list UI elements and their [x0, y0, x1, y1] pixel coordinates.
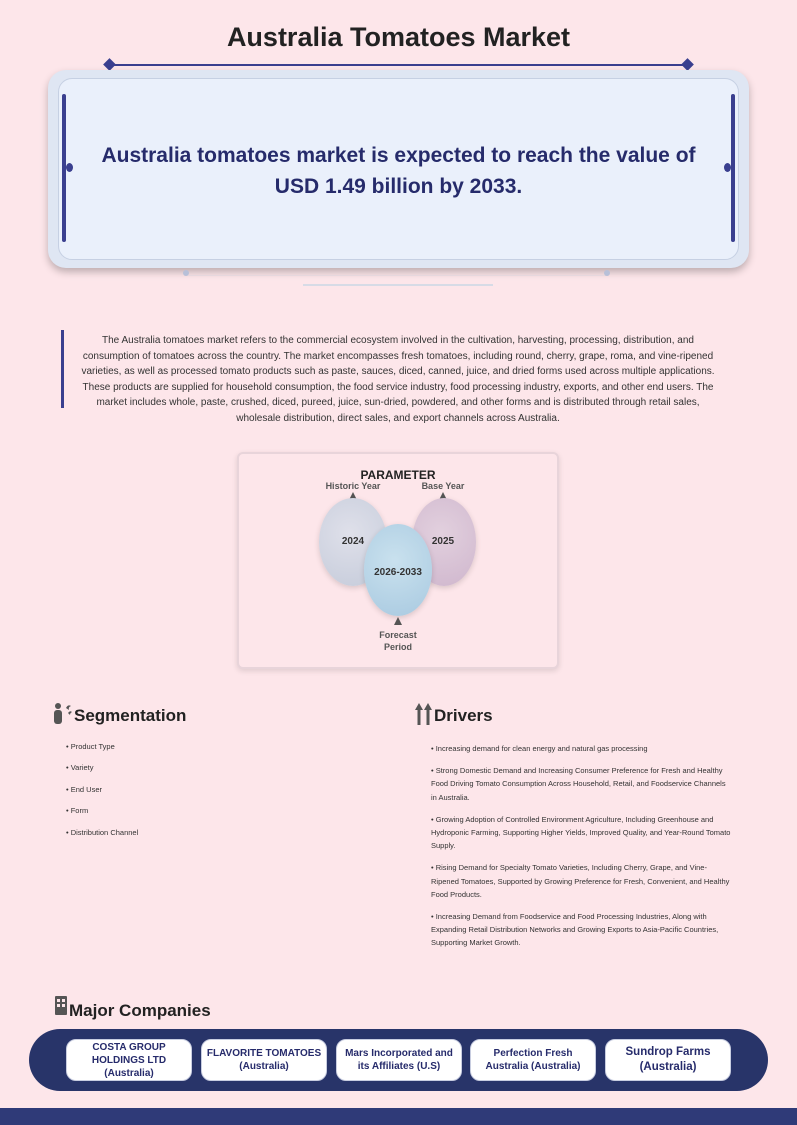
segmentation-list: [66, 742, 138, 849]
list-item-text: End User: [70, 784, 102, 794]
segmentation-title: Segmentation: [74, 706, 187, 725]
list-item-text: Form: [70, 806, 89, 816]
list-item-text: Variety: [70, 763, 94, 773]
bullet-icon: •: [431, 912, 436, 922]
list-item-text: Product Type: [70, 742, 115, 751]
company-card: Perfection Fresh Australia (Australia): [470, 1039, 596, 1081]
growth-arrows-icon: [414, 701, 434, 726]
list-item: [431, 910, 731, 950]
hero-text: Australia tomatoes market is expected to reach the value of USD 1.49 billion by 2033.: [101, 144, 696, 198]
bullet-icon: •: [431, 744, 436, 753]
company-card: COSTA GROUP HOLDINGS LTD (Australia): [66, 1039, 192, 1081]
diamond-icon: [681, 58, 694, 71]
building-icon: [53, 994, 69, 1016]
bullet-icon: •: [66, 784, 71, 794]
list-item: [66, 828, 138, 849]
parameter-title: PARAMETER: [360, 468, 436, 482]
list-item: [66, 806, 138, 827]
historic-year-label: Historic Year: [325, 481, 381, 491]
base-year-label: Base Year: [421, 481, 465, 491]
hero-under-line: [188, 275, 608, 276]
title-rule: [112, 64, 687, 66]
hero-right-dot: [724, 163, 731, 172]
bullet-icon: •: [431, 863, 436, 873]
list-item: [431, 813, 731, 853]
market-description: The Australia tomatoes market refers to the commercial ecosystem involved in the cultivation, harvesting, processing, distribution, and consumption of tomatoes across the country. The market encompasses fresh tomatoes, including round, cherry, grape, roma, and vine-ripened varieties, as well as processed tomato products such as paste, sauces, diced, canned, juice, and dried forms used across multiple applications. These products are supplied for household consumption, the food service industry, food processing industry, exports, and other end users. The market includes whole, paste, crushed, diced, pureed, juice, sun-dried, powdered, and other forms and is distributed through retail sales, wholesale distribution, direct sales, and export channels across Australia.: [81, 335, 715, 424]
list-item: [431, 861, 731, 901]
list-item: [66, 763, 138, 784]
companies-title: Major Companies: [69, 1001, 211, 1020]
list-item-text: Increasing demand for clean energy and natural gas processing: [435, 744, 648, 753]
people-icon: [52, 702, 74, 726]
bullet-icon: •: [66, 763, 71, 773]
bullet-icon: •: [66, 827, 71, 837]
list-item-text: Growing Adoption of Controlled Environment Agriculture, Including Greenhouse and Hydroponic Farming, Supporting Higher Yields, Improved Quality, and Year-Round Tomato Supply.: [431, 814, 731, 851]
list-item-text: Strong Domestic Demand and Increasing Consumer Preference for Fresh and Healthy Food Driving Tomato Consumption Across Household, Retail, and Foodservice Channels in Australia.: [431, 766, 726, 802]
list-item: [66, 785, 138, 806]
bullet-icon: •: [66, 742, 71, 751]
list-item-text: Distribution Channel: [70, 827, 139, 837]
page-title: Australia Tomatoes Market: [226, 22, 571, 52]
hero-shadow-line: [303, 284, 493, 286]
hero-right-bar: [731, 94, 735, 242]
historic-year-value: 2024: [341, 536, 365, 547]
base-year-value: 2025: [431, 536, 455, 547]
hero-small-dot: [604, 270, 610, 276]
bullet-icon: •: [431, 814, 436, 824]
company-card: Mars Incorporated and its Affiliates (U.S): [336, 1039, 462, 1081]
forecast-period-label: Forecast Period: [379, 630, 417, 652]
company-card: FLAVORITE TOMATOES (Australia): [201, 1039, 327, 1081]
company-card: Sundrop Farms (Australia): [605, 1039, 731, 1081]
forecast-value: 2026-2033: [374, 567, 422, 578]
list-item-text: Rising Demand for Specialty Tomato Varieties, Including Cherry, Grape, and Vine-Ripened Tomatoes, Supported by Growing Preference for Fresh, Convenient, and Healthy Food Products.: [431, 863, 730, 899]
bullet-icon: •: [66, 806, 71, 816]
list-item: [431, 764, 731, 804]
drivers-title: Drivers: [434, 706, 493, 725]
hero-small-dot: [183, 270, 189, 276]
list-item-text: Increasing Demand from Foodservice and Food Processing Industries, Along with Expanding Retail Distribution Networks and Growing Exports to Asia-Pacific Countries, Supporting Market Growth.: [431, 912, 719, 948]
hero-left-dot: [66, 163, 73, 172]
bullet-icon: •: [431, 766, 436, 776]
footer-bar: [0, 1108, 797, 1125]
diamond-icon: [103, 58, 116, 71]
arrow-up-icon: [394, 617, 402, 625]
list-item: [66, 742, 138, 763]
list-item: [431, 742, 731, 755]
description-bar: [61, 330, 64, 408]
drivers-list: [431, 742, 731, 959]
